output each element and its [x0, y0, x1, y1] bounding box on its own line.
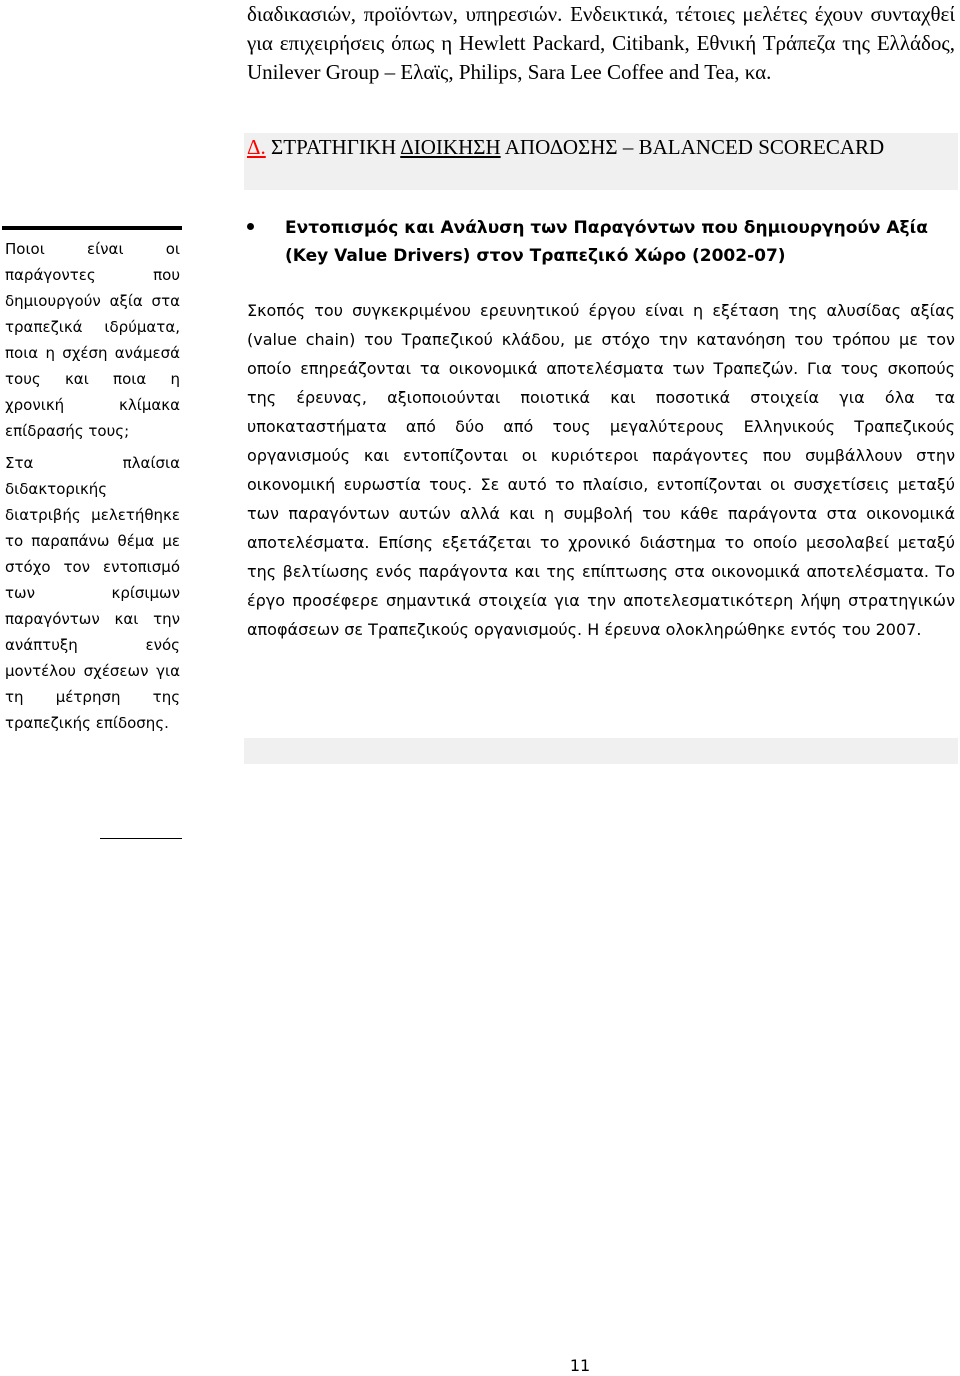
- project-description: Σκοπός του συγκεκριμένου ερευνητικού έργου είναι η εξέταση της αλυσίδας αξίας (value chain) του Τραπεζικού κλάδου, με στόχο την κατανόηση του τρόπου με τον οποίο επηρεάζονται τα οικονομικά αποτελέσματα των Τραπεζών. Για τους σκοπούς της έρευνας, αξιοποιούνται ποιοτικά και ποσοτικά στοιχεία για όλα τα υποκαταστήματα από δύο από τους μεγαλύτερους Ελληνικούς Τραπεζικούς οργανισμούς και εντοπίζονται οι κυριότεροι παράγοντες που συμβάλλουν στην οικονομική ευρωστία τους. Σε αυτό το πλαίσιο, εντοπίζονται οι συσχετίσεις μεταξύ των παραγόντων αυτών αλλά και η συμβολή του κάθε παράγοντα στα οικονομικά αποτελέσματα. Επίσης εξετάζεται το χρονικό διάστημα το οποίο μεσολαβεί μεταξύ της βελτίωσης ενός παράγοντα και της επίπτωσης στα οικονομικά αποτελέσματα. Το έργο προσέφερε σημαντικά στοιχεία για την αποτελεσματικότερη λήψη στρατηγικών αποφάσεων σε Τραπεζικούς οργανισμούς. Η έρευνα ολοκληρώθηκε εντός του 2007.: [247, 301, 955, 639]
- section-heading: [247, 133, 955, 161]
- sidebar-bottom-rule: [100, 838, 182, 839]
- section-heading-part1: ΣΤΡΑΤΗΓΙΚΗ: [265, 135, 401, 159]
- page-number: 11: [569, 1356, 591, 1375]
- content-background-band: [244, 738, 958, 764]
- bullet-icon: [247, 223, 254, 230]
- sidebar-top-rule: [2, 226, 182, 230]
- intro-paragraph: διαδικασιών, προϊόντων, υπηρεσιών. Ενδεικτικά, τέτοιες μελέτες έχουν συνταχθεί για επιχειρήσεις όπως η Hewlett Packard, Citibank, Εθνική Τράπεζα της Ελλάδος, Unilever Group – Ελαϊς, Philips, Sara Lee Coffee and Tea, κα.: [247, 2, 955, 84]
- sidebar-callout: [5, 236, 180, 736]
- project-title: Εντοπισμός και Ανάλυση των Παραγόντων που δημιουργηούν Αξία (Key Value Drivers) στον Τραπεζικό Χώρο (2002-07): [285, 218, 928, 266]
- sidebar-answer: Στα πλαίσια διδακτορικής διατριβής μελετήθηκε το παραπάνω θέμα με στόχο τον εντοπισμό των κρίσιμων παραγόντων και την ανάπτυξη ενός μοντέλου σχέσεων για τη μέτρηση της τραπεζικής επίδοσης.: [5, 454, 180, 732]
- sidebar-question: Ποιοι είναι οι παράγοντες που δημιουργούν αξία στα τραπεζικά ιδρύματα, ποια η σχέση ανάμεσά τους και ποια η χρονική κλίμακα επίδρασής τους;: [5, 240, 180, 440]
- section-heading-underlined: ΔΙΟΙΚΗΣΗ: [400, 135, 501, 159]
- section-heading-part2: ΑΠΟΔΟΣΗΣ – BALANCED SCORECARD: [500, 135, 885, 159]
- section-heading-letter: Δ.: [247, 135, 266, 159]
